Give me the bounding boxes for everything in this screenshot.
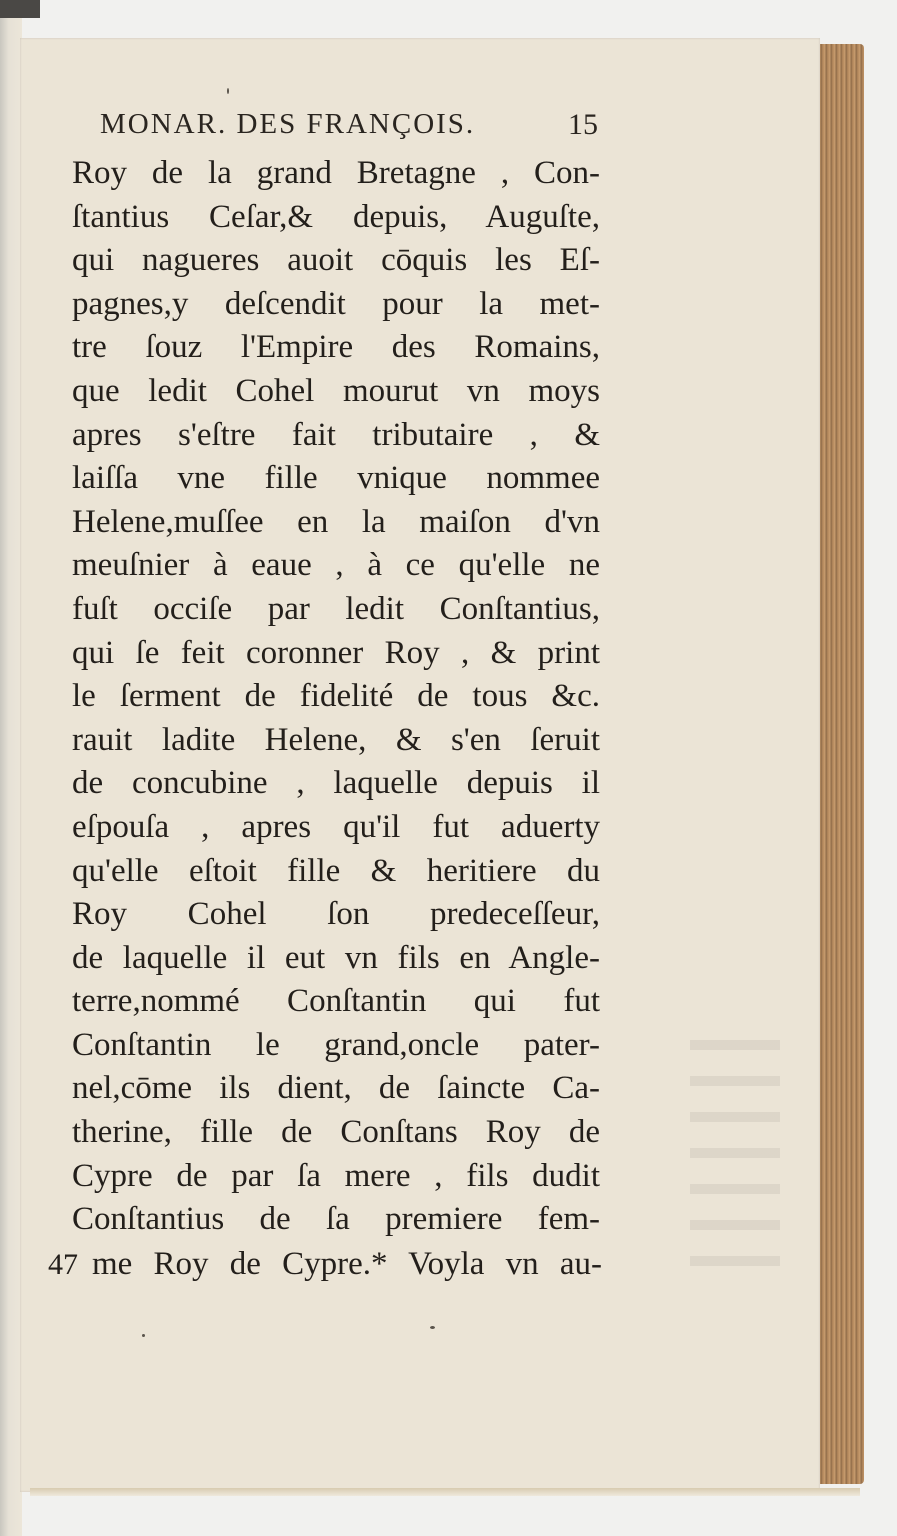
page-bottom-edge bbox=[30, 1488, 860, 1496]
background-corner bbox=[0, 0, 40, 18]
text-line: terre,nommé Conſtantin qui fut bbox=[72, 983, 600, 1020]
text-line: que ledit Cohel mourut vn moys bbox=[72, 372, 600, 409]
text-line: Conſtantin le grand,oncle pater- bbox=[72, 1026, 600, 1063]
page-number: 15 bbox=[568, 108, 598, 141]
text-line: qui nagueres auoit cōquis les Eſ- bbox=[72, 242, 600, 279]
body-text bbox=[72, 152, 612, 1242]
text-line: Roy Cohel ſon predeceſſeur, bbox=[72, 896, 600, 933]
text-line: me Roy de Cypre.* Voyla vn au- bbox=[92, 1246, 602, 1282]
last-text-line-wrap bbox=[92, 1243, 602, 1287]
text-line: Helene,muſſee en la maiſon d'vn bbox=[72, 503, 600, 540]
marginal-number: 47 bbox=[48, 1248, 78, 1281]
text-line: Roy de la grand Bretagne , Con- bbox=[72, 155, 600, 191]
text-line: de concubine , laquelle depuis il bbox=[72, 765, 600, 802]
text-line: tre ſouz l'Empire des Romains, bbox=[72, 329, 600, 366]
show-through-text bbox=[690, 1040, 780, 1290]
text-line: nel,cōme ils dient, de ſaincte Ca- bbox=[72, 1070, 600, 1107]
text-line: Conſtantius de ſa premiere fem- bbox=[72, 1201, 600, 1238]
text-line: le ſerment de fidelité de tous &c. bbox=[72, 678, 600, 715]
ink-speck bbox=[430, 1326, 435, 1329]
ink-speck bbox=[227, 88, 229, 94]
text-line: ſtantius Ceſar,& depuis, Auguſte, bbox=[72, 198, 600, 235]
text-line: meuſnier à eaue , à ce qu'elle ne bbox=[72, 547, 600, 584]
running-head: MONAR. DES FRANÇOIS. bbox=[100, 108, 476, 140]
text-line: Cypre de par ſa mere , fils dudit bbox=[72, 1157, 600, 1194]
left-page-edge bbox=[0, 0, 22, 1536]
text-line: fuſt occiſe par ledit Conſtantius, bbox=[72, 590, 600, 627]
text-line: therine, fille de Conſtans Roy de bbox=[72, 1114, 600, 1151]
text-line: qui ſe feit coronner Roy , & print bbox=[72, 634, 600, 671]
text-line: eſpouſa , apres qu'il fut aduerty bbox=[72, 808, 600, 845]
page-fore-edges bbox=[818, 44, 864, 1484]
text-line: apres s'eſtre fait tributaire , & bbox=[72, 416, 600, 453]
ink-speck bbox=[142, 1334, 145, 1337]
text-line: rauit ladite Helene, & s'en ſeruit bbox=[72, 721, 600, 758]
text-line: de laquelle il eut vn fils en Angle- bbox=[72, 939, 600, 976]
text-line: qu'elle eſtoit fille & heritiere du bbox=[72, 852, 600, 889]
text-line: pagnes,y deſcendit pour la met- bbox=[72, 285, 600, 322]
text-line: laiſſa vne fille vnique nommee bbox=[72, 460, 600, 497]
